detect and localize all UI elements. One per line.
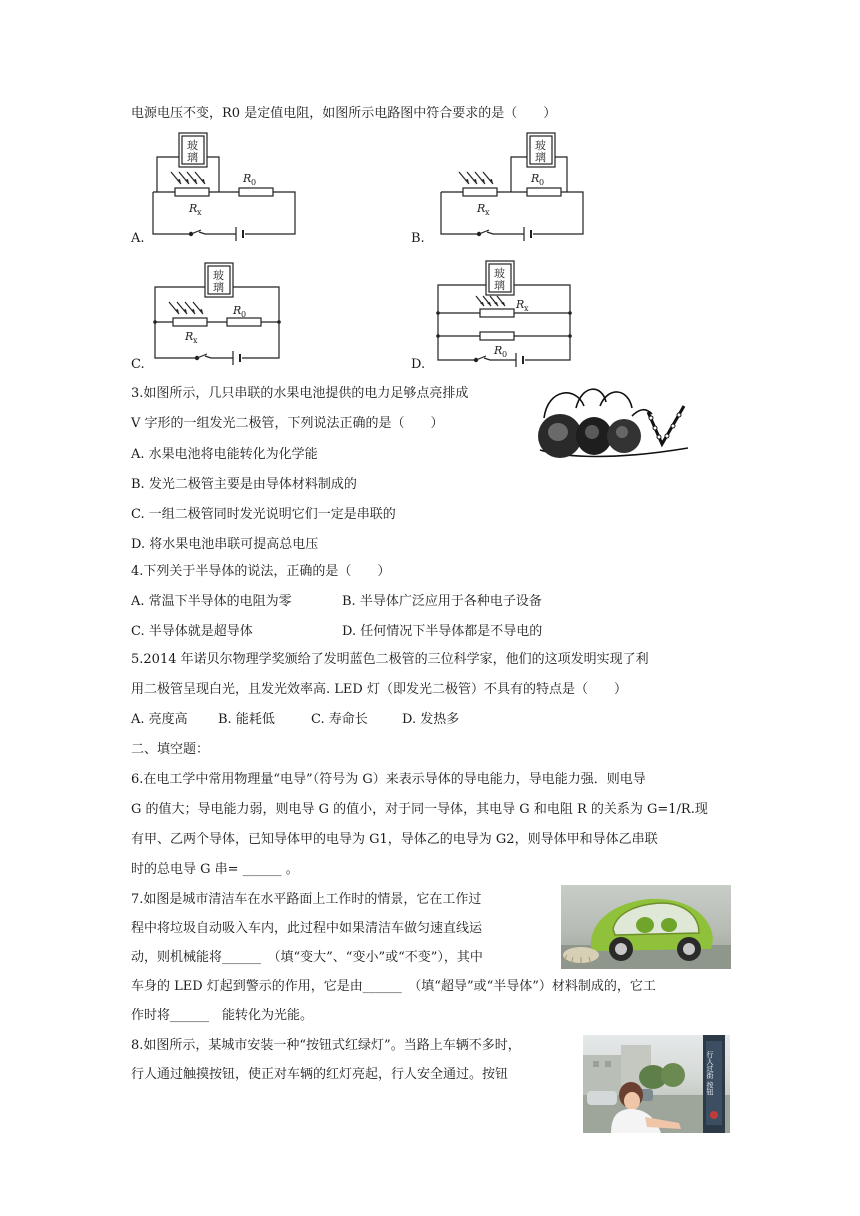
street-cleaner-image bbox=[561, 885, 731, 969]
q8-line-1: 8.如图所示，某城市安装一种“按钮式红绿灯”。当路上车辆不多时， bbox=[131, 1038, 521, 1053]
intro-line: 电源电压不变，R0 是定值电阻，如图所示电路图中符合要求的是（ ） bbox=[131, 106, 557, 121]
q5-option-c: C. 寿命长 bbox=[311, 712, 368, 727]
q4-option-c: C. 半导体就是超导体 bbox=[131, 624, 253, 639]
svg-text:玻: 玻 bbox=[494, 267, 505, 280]
svg-text:R: R bbox=[477, 202, 486, 215]
q7-line-1: 7.如图是城市清洁车在水平路面上工作时的情景，它在工作过 bbox=[131, 892, 482, 907]
glass-label-top: 玻 bbox=[187, 139, 198, 152]
svg-text:R: R bbox=[233, 304, 242, 317]
option-d-label: D. bbox=[411, 357, 426, 372]
q3-option-a: A. 水果电池将电能转化为化学能 bbox=[131, 447, 318, 462]
crosswalk-button-image bbox=[583, 1035, 730, 1133]
q7-line-2: 程中将垃圾自动吸入车内，此过程中如果清洁车做匀速直线运 bbox=[131, 921, 483, 936]
q6-line-4: 时的总电导 G 串= ______ 。 bbox=[131, 862, 299, 877]
fruit-battery-image bbox=[536, 378, 692, 470]
svg-text:0: 0 bbox=[251, 178, 257, 187]
svg-text:x: x bbox=[193, 336, 198, 345]
svg-text:0: 0 bbox=[539, 178, 545, 187]
q6-line-2: G 的值大；导电能力弱，则电导 G 的值小，对于同一导体，其电导 G 和电阻 R 的关系为 G=1/R.现 bbox=[131, 802, 708, 817]
q6-line-1: 6.在电工学中常用物理量“电导”（符号为 G）来表示导体的导电能力，导电能力强．则电导 bbox=[131, 772, 646, 787]
option-c-label: C. bbox=[131, 357, 145, 372]
svg-text:R: R bbox=[494, 344, 503, 357]
q3-option-c: C. 一组二极管同时发光说明它们一定是串联的 bbox=[131, 507, 396, 522]
q4-option-b: B. 半导体广泛应用于各种电子设备 bbox=[342, 594, 542, 609]
q4-option-a: A. 常温下半导体的电阻为零 bbox=[131, 594, 292, 609]
circuit-option-c bbox=[147, 260, 297, 372]
q3-line-2: V 字形的一组发光二极管，下列说法正确的是（ ） bbox=[131, 416, 444, 431]
svg-text:R: R bbox=[185, 330, 194, 343]
q3-line-1: 3.如图所示，几只串联的水果电池提供的电力足够点亮排成 bbox=[131, 386, 469, 401]
svg-text:R: R bbox=[243, 172, 252, 185]
q7-line-3: 动，则机械能将______ （填“变大”、“变小”或“不变”），其中 bbox=[131, 950, 483, 965]
svg-text:0: 0 bbox=[502, 350, 508, 359]
q5-line-1: 5.2014 年诺贝尔物理学奖颁给了发明蓝色二极管的三位科学家，他们的这项发明实现了利 bbox=[131, 652, 649, 667]
circuit-option-b bbox=[419, 130, 589, 248]
q5-option-d: D. 发热多 bbox=[402, 712, 460, 727]
svg-text:玻: 玻 bbox=[535, 139, 546, 152]
glass-label-bottom: 璃 bbox=[187, 151, 198, 164]
svg-text:x: x bbox=[485, 208, 490, 217]
option-b-label: B. bbox=[411, 231, 425, 246]
svg-text:R: R bbox=[531, 172, 540, 185]
q7-line-5: 作时将______ 能转化为光能。 bbox=[131, 1008, 314, 1023]
q4-line-1: 4.下列关于半导体的说法，正确的是（ ） bbox=[131, 564, 391, 579]
q4-option-d: D. 任何情况下半导体都是不导电的 bbox=[342, 624, 543, 639]
svg-text:玻: 玻 bbox=[213, 269, 224, 282]
q5-line-2: 用二极管呈现白光，且发光效率高. LED 灯（即发光二极管）不具有的特点是（ ） bbox=[131, 682, 627, 697]
q7-line-4: 车身的 LED 灯起到警示的作用，它是由______ （填“超导”或“半导体”）材料制成的，它工 bbox=[131, 979, 656, 994]
q8-line-2: 行人通过触摸按钮，使正对车辆的红灯亮起，行人安全通过。按钮 bbox=[131, 1067, 509, 1082]
q6-line-3: 有甲、乙两个导体，已知导体甲的电导为 G1，导体乙的电导为 G2，则导体甲和导体乙串联 bbox=[131, 832, 658, 847]
svg-text:x: x bbox=[197, 208, 202, 217]
q3-option-d: D. 将水果电池串联可提高总电压 bbox=[131, 537, 319, 552]
section-2-heading: 二、填空题： bbox=[131, 742, 210, 757]
circuit-option-d bbox=[430, 258, 590, 374]
svg-text:x: x bbox=[524, 304, 529, 313]
svg-text:R: R bbox=[516, 298, 525, 311]
svg-text:0: 0 bbox=[241, 310, 247, 319]
svg-text:R: R bbox=[189, 202, 198, 215]
q5-option-b: B. 能耗低 bbox=[218, 712, 275, 727]
pole-sign-text: 行人过街 按钮 bbox=[706, 1051, 714, 1096]
svg-text:璃: 璃 bbox=[535, 151, 546, 164]
svg-text:璃: 璃 bbox=[494, 279, 505, 292]
q5-option-a: A. 亮度高 bbox=[131, 712, 188, 727]
circuit-option-a bbox=[131, 130, 301, 248]
option-a-label: A. bbox=[131, 231, 145, 246]
svg-text:璃: 璃 bbox=[213, 281, 224, 294]
q3-option-b: B. 发光二极管主要是由导体材料制成的 bbox=[131, 477, 357, 492]
